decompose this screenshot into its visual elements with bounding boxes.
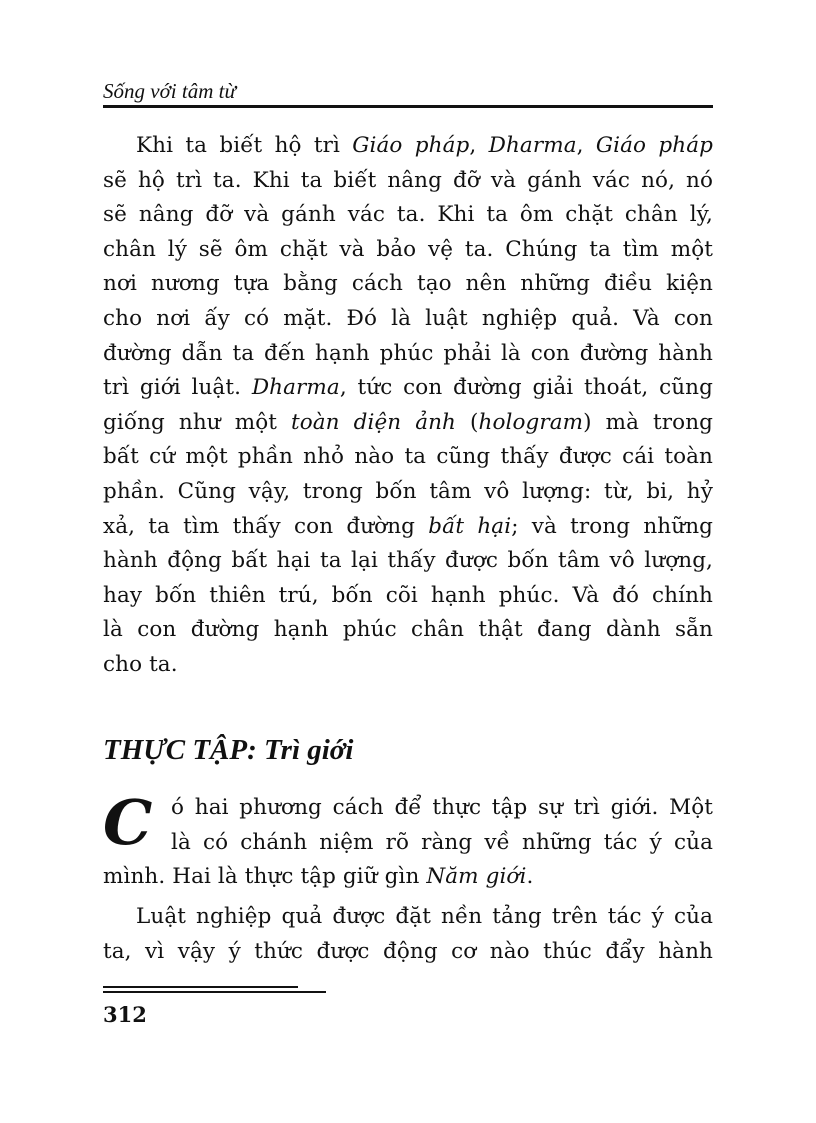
text-line: là có chánh niệm rõ ràng về những tác ý của bbox=[171, 829, 713, 855]
text-line: cho ta. bbox=[103, 651, 178, 677]
text-line: cho nơi ấy có mặt. Đó là luật nghiệp quả. Và con bbox=[103, 305, 713, 331]
text-line: bất cứ một phần nhỏ nào ta cũng thấy được cái toàn bbox=[103, 444, 713, 470]
text-line: đường dẫn ta đến hạnh phúc phải là con đường hành bbox=[103, 340, 713, 366]
text-line: phần. Cũng vậy, trong bốn tâm vô lượng: từ, bi, hỷ bbox=[103, 478, 713, 504]
running-header: Sống với tâm từ bbox=[103, 79, 236, 103]
text-line: nơi nương tựa bằng cách tạo nên những điều kiện bbox=[103, 271, 713, 297]
text-line: ó hai phương cách để thực tập sự trì giới. Một bbox=[171, 795, 713, 820]
text-line: xả, ta tìm thấy con đường bất hại; và trong những bbox=[103, 513, 714, 539]
header-divider bbox=[103, 105, 713, 108]
text-line: sẽ nâng đỡ và gánh vác ta. Khi ta ôm chặt chân lý, bbox=[103, 202, 713, 228]
text-line: giống như một toàn diện ảnh (hologram) mà trong bbox=[103, 409, 713, 435]
page-number: 312 bbox=[103, 1002, 147, 1027]
paragraph-2 bbox=[103, 791, 713, 895]
text-line: hay bốn thiên trú, bốn cõi hạnh phúc. Và đó chính bbox=[103, 582, 713, 608]
text-line: Khi ta biết hộ trì Giáo pháp, Dharma, Giáo pháp bbox=[136, 133, 714, 158]
text-line: là con đường hạnh phúc chân thật đang dành sẵn bbox=[103, 617, 713, 643]
section-title: THỰC TẬP: Trì giới bbox=[103, 734, 354, 766]
text-line: Luật nghiệp quả được đặt nền tảng trên tác ý của bbox=[136, 904, 713, 929]
footer-divider bbox=[103, 991, 326, 993]
text-line: sẽ hộ trì ta. Khi ta biết nâng đỡ và gánh vác nó, nó bbox=[103, 167, 713, 193]
text-line: ta, vì vậy ý thức được động cơ nào thúc đẩy hành bbox=[103, 938, 713, 964]
text-line: hành động bất hại ta lại thấy được bốn tâm vô lượng, bbox=[103, 548, 713, 574]
footer-divider bbox=[103, 986, 298, 988]
drop-cap: C bbox=[103, 786, 153, 859]
text-line: mình. Hai là thực tập giữ gìn Năm giới. bbox=[103, 864, 534, 890]
paragraph-3 bbox=[103, 900, 713, 969]
paragraph-1 bbox=[103, 129, 713, 683]
text-line: chân lý sẽ ôm chặt và bảo vệ ta. Chúng ta tìm một bbox=[103, 236, 713, 262]
text-line: trì giới luật. Dharma, tức con đường giải thoát, cũng bbox=[103, 375, 713, 401]
